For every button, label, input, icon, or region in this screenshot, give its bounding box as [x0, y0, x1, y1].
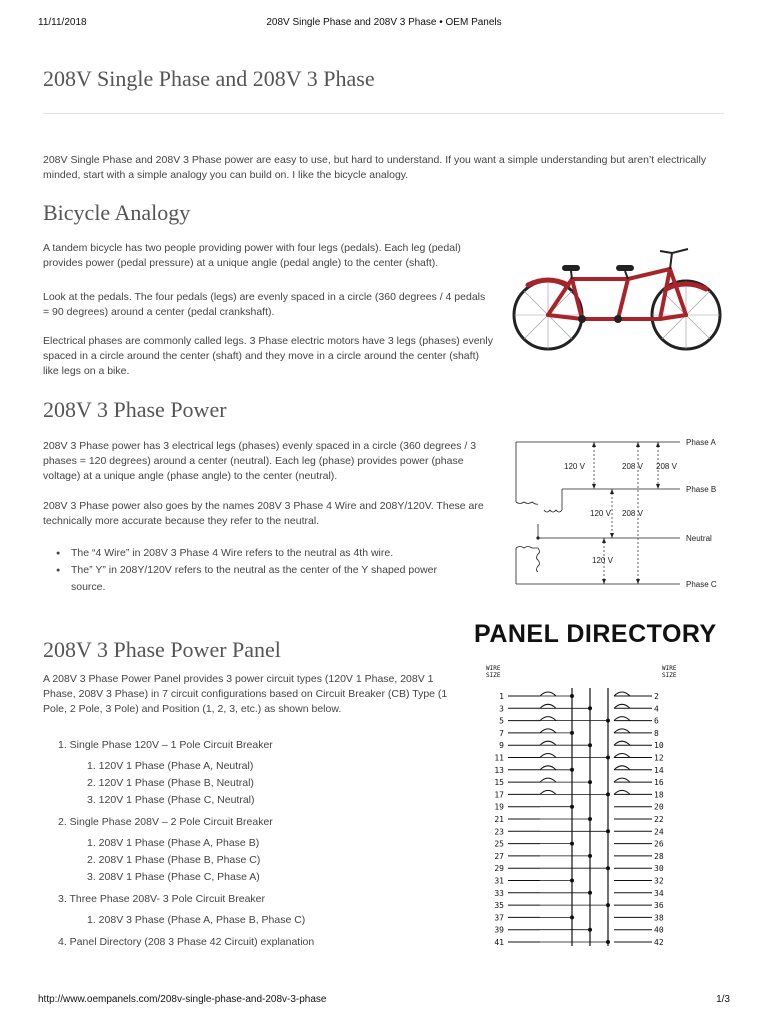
breaker-switch-left	[540, 778, 556, 782]
section-heading-3-phase-power: 208V 3 Phase Power	[43, 397, 227, 422]
circuit-number-odd: 3	[499, 704, 504, 714]
breaker-switch-right	[614, 704, 630, 708]
bus-connection-dot	[606, 940, 610, 944]
bus-connection-dot	[570, 731, 574, 735]
bus-connection-dot	[588, 891, 592, 895]
print-page-number: 1/3	[716, 994, 730, 1005]
circuit-number-even: 8	[654, 728, 659, 738]
circuit-number-odd: 21	[494, 815, 504, 824]
circuit-number-even: 26	[654, 839, 664, 849]
label-v120-b: 120 V	[590, 509, 611, 518]
bus-connection-dot	[570, 915, 574, 919]
section-heading-power-panel: 208V 3 Phase Power Panel	[43, 637, 281, 662]
circuit-number-odd: 13	[494, 765, 504, 775]
breaker-switch-left	[540, 741, 556, 745]
circuit-number-even: 2	[654, 692, 659, 701]
breaker-switch-right	[614, 717, 630, 721]
circuit-number-odd: 37	[494, 913, 504, 923]
breaker-switch-left	[540, 766, 556, 770]
circuit-number-odd: 33	[494, 888, 504, 898]
circuit-number-odd: 23	[494, 827, 504, 837]
bicycle-paragraph-1: A tandem bicycle has two people providing power with four legs (pedals). Each leg (pedal) provides power (pedal pressure) at a unique angle (pedal angle) to the center (shaft).	[43, 242, 461, 269]
list-item: 2. Single Phase 208V – 2 Pole Circuit Breaker	[58, 816, 273, 828]
breaker-switch-left	[540, 704, 556, 708]
intro-paragraph: 208V Single Phase and 208V 3 Phase power are easy to use, but hard to understand. If you want a simple understanding but aren’t electrically minded, start with a simple analogy you can build on. I like the bicycle analogy.	[43, 154, 707, 181]
list-item: 1. Single Phase 120V – 1 Pole Circuit Breaker	[58, 739, 273, 751]
breaker-switch-right	[614, 766, 630, 770]
label-v208-a1: 208 V	[622, 462, 643, 471]
circuit-number-odd: 1	[499, 692, 504, 701]
label-v120-c: 120 V	[592, 556, 613, 565]
breaker-switch-left	[540, 717, 556, 721]
sub-list-item: 1. 120V 1 Phase (Phase A, Neutral)	[87, 760, 254, 772]
bus-connection-dot	[588, 854, 592, 858]
phase-voltage-diagram	[508, 432, 728, 596]
circuit-number-even: 30	[654, 864, 664, 874]
bus-connection-dot	[588, 928, 592, 932]
wire-size-right-1: WIRE	[662, 665, 677, 672]
circuit-number-odd: 25	[494, 839, 504, 849]
list-item: 4. Panel Directory (208 3 Phase 42 Circuit) explanation	[58, 936, 315, 948]
label-phase-a: Phase A	[686, 438, 716, 447]
bus-connection-dot	[606, 866, 610, 870]
sub-list-item: 2. 208V 1 Phase (Phase B, Phase C)	[87, 854, 261, 866]
print-header	[0, 17, 768, 31]
circuit-number-even: 10	[654, 741, 664, 751]
power-panel-paragraph: A 208V 3 Phase Power Panel provides 3 power circuit types (120V 1 Phase, 208V 1 Phase, 208V 3 Phase) in 7 circuit configurations based on Circuit Breaker (CB) Type (1 Pole, 2 Pole, 3 Pole) and Position (1, 2, 3, etc.) as shown below.	[43, 673, 448, 715]
label-v120-a: 120 V	[564, 462, 585, 471]
bus-connection-dot	[606, 792, 610, 796]
print-title: 208V Single Phase and 208V 3 Phase • OEM Panels	[266, 17, 502, 28]
circuit-number-odd: 5	[499, 716, 504, 726]
circuit-number-even: 6	[654, 716, 659, 726]
panel-directory-diagram	[470, 620, 722, 976]
bicycle-paragraph-3: Electrical phases are commonly called legs. 3 Phase electric motors have 3 legs (phases) evenly spaced in a circle around the center (shaft) and they move in a circle around the center (shaft) like legs on a bike.	[43, 335, 493, 377]
circuit-number-odd: 19	[494, 802, 504, 812]
bus-connection-dot	[570, 805, 574, 809]
circuit-number-odd: 41	[494, 938, 504, 947]
bus-connection-dot	[588, 817, 592, 821]
breaker-switch-right	[614, 790, 630, 794]
circuit-number-even: 24	[654, 827, 664, 837]
wire-size-left-1: WIRE	[486, 665, 501, 672]
bus-connection-dot	[588, 780, 592, 784]
title-divider	[43, 113, 724, 114]
circuit-number-even: 16	[654, 778, 664, 788]
circuit-number-odd: 35	[494, 901, 504, 911]
bus-connection-dot	[570, 694, 574, 698]
sub-list-item: 1. 208V 3 Phase (Phase A, Phase B, Phase C)	[87, 914, 306, 926]
circuit-number-even: 28	[654, 851, 664, 861]
print-date: 11/11/2018	[38, 17, 87, 28]
circuit-number-even: 18	[654, 790, 664, 800]
label-phase-b: Phase B	[686, 485, 717, 494]
circuit-number-even: 4	[654, 704, 659, 714]
circuit-number-odd: 15	[494, 778, 504, 788]
bus-connection-dot	[570, 842, 574, 846]
circuit-number-odd: 7	[499, 728, 504, 738]
bus-connection-dot	[606, 756, 610, 760]
bus-connection-dot	[606, 719, 610, 723]
tandem-bicycle-image	[510, 239, 724, 355]
bus-connection-dot	[588, 706, 592, 710]
wire-size-left-2: SIZE	[486, 672, 501, 679]
breaker-switch-right	[614, 754, 630, 758]
bullet-item: ● The” Y” in 208Y/120V refers to the neutral as the center of the Y shaped power source.	[56, 562, 456, 596]
panel-breaker-grid	[470, 650, 722, 976]
breaker-switch-right	[614, 692, 630, 696]
label-v208-b: 208 V	[622, 509, 643, 518]
circuit-number-even: 32	[654, 876, 664, 886]
page-title: 208V Single Phase and 208V 3 Phase	[43, 66, 375, 91]
sub-list-item: 3. 120V 1 Phase (Phase C, Neutral)	[87, 794, 255, 806]
breaker-switch-right	[614, 729, 630, 733]
circuit-number-odd: 11	[494, 753, 504, 763]
circuit-number-odd: 31	[494, 876, 504, 886]
list-item: 3. Three Phase 208V- 3 Pole Circuit Breaker	[58, 893, 266, 905]
three-phase-bullet-list	[56, 545, 456, 596]
breaker-switch-left	[540, 754, 556, 758]
three-phase-paragraph-2: 208V 3 Phase power also goes by the names 208V 3 Phase 4 Wire and 208Y/120V. These are technically more accurate because they refer to the neutral.	[43, 500, 484, 527]
circuit-number-even: 36	[654, 901, 664, 911]
bus-connection-dot	[570, 879, 574, 883]
panel-directory-title: PANEL DIRECTORY	[474, 620, 717, 648]
circuit-number-odd: 29	[494, 864, 504, 874]
circuit-number-even: 22	[654, 815, 664, 824]
circuit-number-odd: 27	[494, 851, 504, 861]
bullet-item: ● The “4 Wire” in 208V 3 Phase 4 Wire refers to the neutral as 4th wire.	[56, 545, 456, 562]
label-neutral: Neutral	[686, 534, 712, 543]
circuit-number-even: 38	[654, 913, 664, 923]
circuit-configuration-list	[58, 737, 458, 950]
three-phase-paragraph-1: 208V 3 Phase power has 3 electrical legs (phases) evenly spaced in a circle (360 degrees / 3 phases = 120 degrees) around a center (neutral). Each leg (phase) provides power (phase voltage) at a unique angle (phase angle) to the center (neutral).	[43, 440, 477, 482]
circuit-number-odd: 17	[494, 790, 504, 800]
breaker-switch-left	[540, 729, 556, 733]
sub-list-item: 3. 208V 1 Phase (Phase C, Phase A)	[87, 871, 260, 883]
breaker-switch-left	[540, 790, 556, 794]
breaker-switch-right	[614, 741, 630, 745]
circuit-number-even: 34	[654, 888, 664, 898]
label-v208-a2: 208 V	[656, 462, 677, 471]
bus-connection-dot	[588, 743, 592, 747]
bus-connection-dot	[606, 829, 610, 833]
wire-size-right-2: SIZE	[662, 672, 677, 679]
print-footer	[0, 994, 768, 1008]
bus-connection-dot	[570, 768, 574, 772]
circuit-number-odd: 9	[499, 741, 504, 751]
breaker-switch-right	[614, 778, 630, 782]
print-url: http://www.oempanels.com/208v-single-phase-and-208v-3-phase	[38, 994, 327, 1005]
sub-list-item: 1. 208V 1 Phase (Phase A, Phase B)	[87, 837, 260, 849]
breaker-switch-left	[540, 692, 556, 696]
bus-connection-dot	[606, 903, 610, 907]
circuit-number-odd: 39	[494, 925, 504, 935]
circuit-number-even: 20	[654, 802, 664, 812]
circuit-number-even: 12	[654, 753, 664, 763]
circuit-number-even: 42	[654, 938, 664, 947]
section-heading-bicycle-analogy: Bicycle Analogy	[43, 200, 191, 225]
sub-list-item: 2. 120V 1 Phase (Phase B, Neutral)	[87, 777, 254, 789]
circuit-number-even: 14	[654, 765, 664, 775]
label-phase-c: Phase C	[686, 580, 717, 589]
circuit-number-even: 40	[654, 925, 664, 935]
bicycle-paragraph-2: Look at the pedals. The four pedals (legs) are evenly spaced in a circle (360 degrees / 4 pedals = 90 degrees) around a center (pedal crankshaft).	[43, 291, 486, 318]
